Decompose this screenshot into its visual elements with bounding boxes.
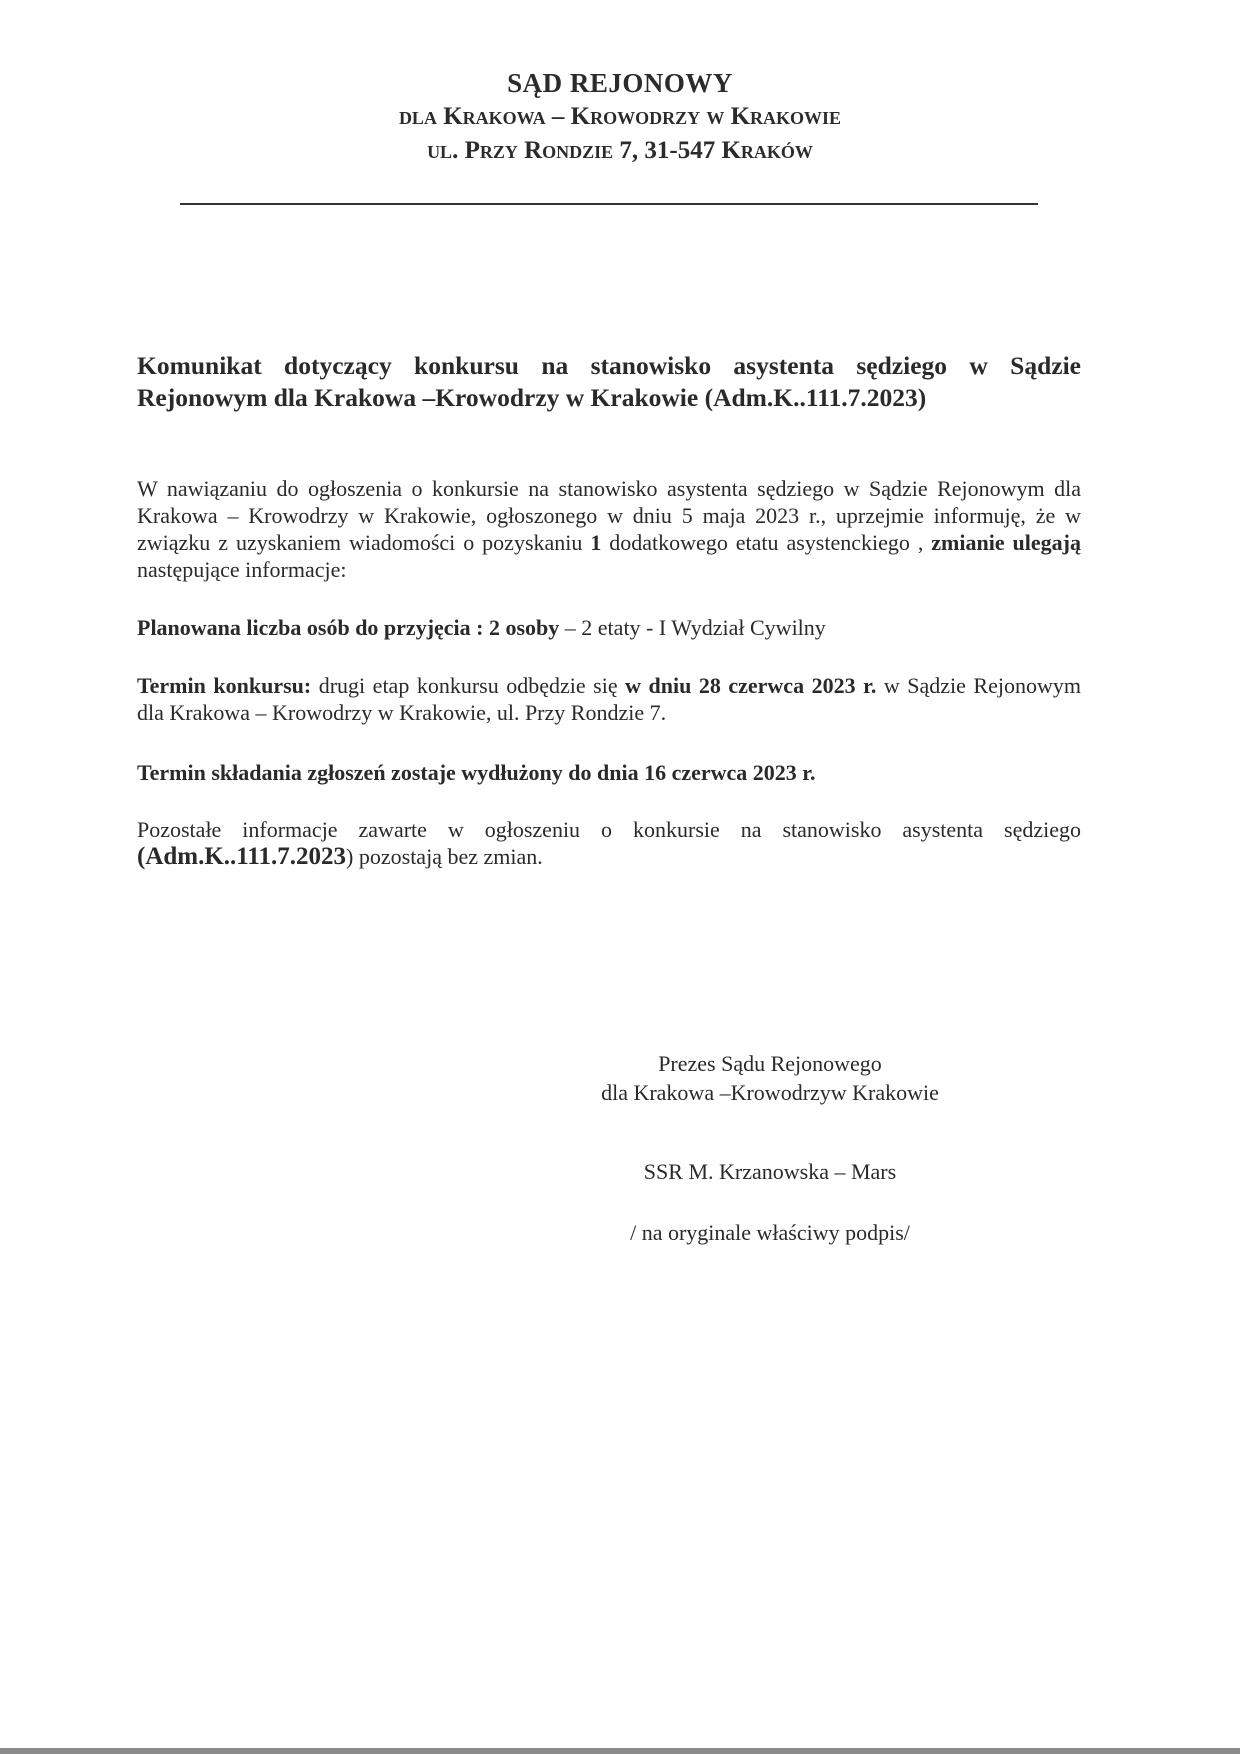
- paragraph-remaining-info: [137, 816, 1081, 870]
- signature-title: [560, 1049, 980, 1107]
- intro-count: 1: [590, 530, 602, 555]
- signature-line-2: dla Krakowa –Krowodrzyw Krakowie: [601, 1080, 939, 1105]
- competition-text-b: w Sądzie Rejonowym dla Krakowa – Krowodrzy w Krakowie, ul. Przy Rondzie 7.: [137, 673, 1081, 725]
- reference-number: (Adm.K..111.7.2023: [137, 843, 347, 870]
- signature-line-1: Prezes Sądu Rejonowego: [658, 1051, 882, 1076]
- scan-bottom-edge: [0, 1748, 1240, 1754]
- signature-name: SSR M. Krzanowska – Mars: [643, 1159, 897, 1184]
- competition-date-label: Termin konkursu:: [137, 673, 312, 698]
- paragraph-planned-count: [137, 614, 1081, 641]
- intro-text-c: następujące informacje:: [137, 557, 347, 582]
- planned-count-label: Planowana liczba osób do przyjęcia : 2 osoby: [137, 615, 560, 640]
- announcement-title: Komunikat dotyczący konkursu na stanowisko asystenta sędziego w Sądzie Rejonowym dla Krakowa –Krowodrzy w Krakowie (Adm.K..111.7.2023): [137, 351, 1081, 412]
- intro-text-b: dodatkowego etatu asystenckiego ,: [601, 530, 932, 555]
- remaining-text-b: ) pozostają bez zmian.: [346, 844, 543, 869]
- remaining-text-a: Pozostałe informacje zawarte w ogłoszeniu o konkursie na stanowisko asystenta sędziego: [137, 817, 1081, 842]
- court-header: [0, 66, 1240, 168]
- court-location: dla Krakowa – Krowodrzy w Krakowie: [398, 103, 842, 130]
- header-divider: [180, 203, 1038, 205]
- court-name: SĄD REJONOWY: [507, 68, 733, 98]
- paragraph-deadline: [137, 759, 1081, 786]
- deadline-text: Termin składania zgłoszeń zostaje wydłużony do dnia 16 czerwca 2023 r.: [137, 760, 816, 785]
- intro-text-a: W nawiązaniu do ogłoszenia o konkursie na stanowisko asystenta sędziego w Sądzie Rejonowym dla Krakowa – Krowodrzy w Krakowie, ogłoszonego w dniu 5 maja 2023 r., uprzejmie informuję, że w związku z uzyskaniem wiadomości o pozyskaniu: [137, 476, 1081, 555]
- signature-note: / na oryginale właściwy podpis/: [630, 1220, 910, 1245]
- competition-date: w dniu 28 czerwca 2023 r.: [625, 673, 877, 698]
- paragraph-intro: [137, 475, 1081, 583]
- planned-count-text: – 2 etaty - I Wydział Cywilny: [559, 615, 826, 640]
- court-address: ul. Przy Rondzie 7, 31-547 Kraków: [427, 137, 813, 164]
- intro-change: zmianie ulegają: [931, 530, 1081, 555]
- paragraph-competition-date: [137, 672, 1081, 726]
- competition-text-a: drugi etap konkursu odbędzie się: [311, 673, 626, 698]
